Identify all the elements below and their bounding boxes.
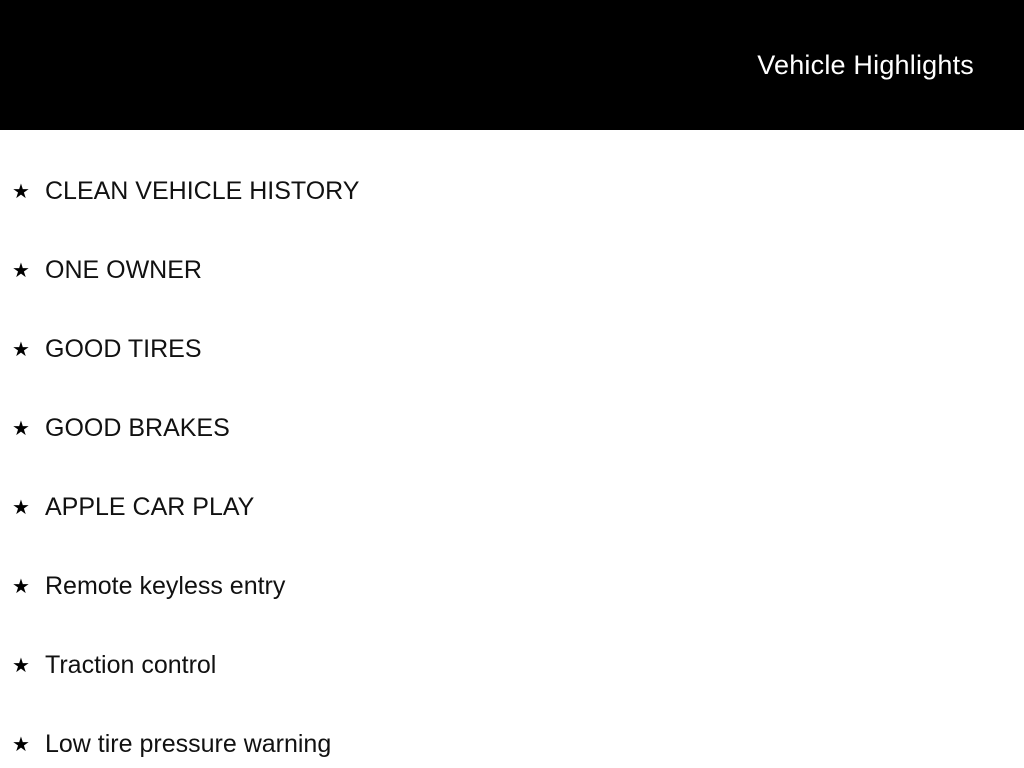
list-item-label: CLEAN VEHICLE HISTORY: [45, 177, 360, 205]
list-item-label: GOOD BRAKES: [45, 414, 230, 442]
list-item: [0, 547, 1024, 626]
list-item: [0, 389, 1024, 468]
list-item-label: Low tire pressure warning: [45, 730, 332, 758]
star-icon: ★: [12, 417, 30, 440]
list-item-label: ONE OWNER: [45, 256, 202, 284]
star-icon: ★: [12, 733, 30, 756]
list-item: [0, 705, 1024, 768]
list-item: [0, 152, 1024, 231]
star-icon: ★: [12, 654, 30, 677]
star-icon: ★: [12, 338, 30, 361]
page-title: Vehicle Highlights: [757, 49, 974, 80]
star-icon: ★: [12, 180, 30, 203]
list-item-label: Traction control: [45, 651, 217, 679]
list-item-label: Remote keyless entry: [45, 572, 286, 600]
list-item-label: GOOD TIRES: [45, 335, 202, 363]
list-item: [0, 468, 1024, 547]
list-item: [0, 626, 1024, 705]
list-item-label: APPLE CAR PLAY: [45, 493, 255, 521]
list-item: [0, 231, 1024, 310]
highlights-list: [0, 130, 1024, 768]
star-icon: ★: [12, 259, 30, 282]
header-bar: [0, 0, 1024, 130]
star-icon: ★: [12, 496, 30, 519]
list-item: [0, 310, 1024, 389]
star-icon: ★: [12, 575, 30, 598]
